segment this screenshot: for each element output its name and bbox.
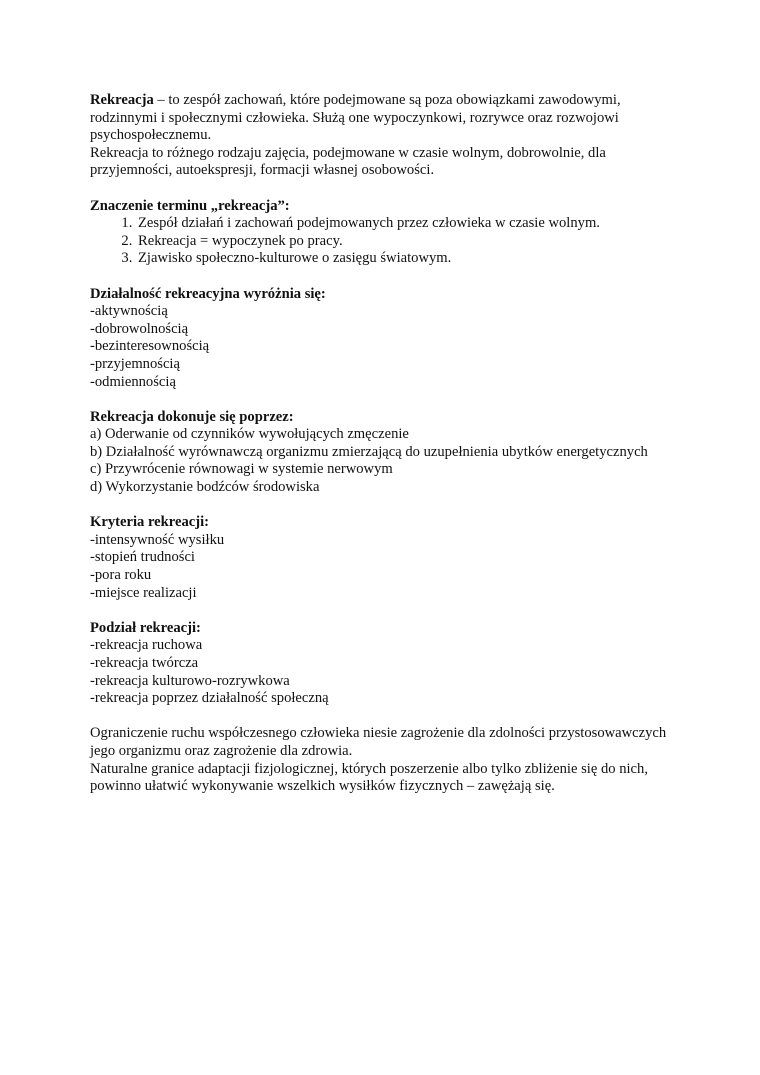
closing-paragraph-1: Ograniczenie ruchu współczesnego człowieka niesie zagrożenie dla zdolności przystosowawczych jego organizmu oraz zagrożenie dla zdrowia.	[90, 725, 667, 759]
list-item: -miejsce realizacji	[90, 584, 197, 601]
features-heading: Działalność rekreacyjna wyróżnia się:	[90, 285, 326, 302]
list-item: -dobrowolnością	[90, 320, 189, 337]
meaning-list	[90, 215, 670, 268]
list-item: 3. Zjawisko społeczno-kulturowe o zasięgu światowym.	[136, 250, 670, 268]
achieved-heading: Rekreacja dokonuje się poprzez:	[90, 408, 294, 425]
achieved-list	[90, 426, 670, 496]
intro-second-paragraph: Rekreacja to różnego rodzaju zajęcia, podejmowane w czasie wolnym, dobrowolnie, dla przyjemności, autoekspresji, formacji własnej osobowości.	[90, 144, 606, 179]
division-heading: Podział rekreacji:	[90, 619, 201, 636]
meaning-heading: Znaczenie terminu „rekreacja”:	[90, 197, 290, 214]
list-item: -przyjemnością	[90, 355, 180, 372]
list-item: -rekreacja poprzez działalność społeczną	[90, 690, 329, 707]
intro-term: Rekreacja	[90, 92, 154, 108]
list-item: d) Wykorzystanie bodźców środowiska	[90, 479, 320, 496]
list-item: c) Przywrócenie równowagi w systemie nerwowym	[90, 461, 393, 478]
list-item: b) Działalność wyrównawczą organizmu zmierzającą do uzupełnienia ubytków energetycznych	[90, 443, 648, 460]
list-item: 2. Rekreacja = wypoczynek po pracy.	[136, 233, 670, 251]
list-item: -bezinteresownością	[90, 338, 210, 355]
intro-paragraph	[90, 92, 670, 145]
list-item: -rekreacja kulturowo-rozrywkowa	[90, 672, 290, 689]
criteria-list	[90, 532, 670, 602]
list-item: -rekreacja twórcza	[90, 655, 199, 671]
list-item: -stopień trudności	[90, 549, 195, 566]
features-list	[90, 303, 670, 391]
list-item: -rekreacja ruchowa	[90, 637, 203, 654]
closing-paragraph-2: Naturalne granice adaptacji fizjologicznej, których poszerzenie albo tylko zbliżenie się do nich, powinno ułatwić wykonywanie wszelkich wysiłków fizycznych – zawężają się.	[90, 760, 648, 795]
list-item: -odmiennością	[90, 373, 176, 390]
document-page	[90, 92, 670, 796]
list-item: 1. Zespół działań i zachowań podejmowanych przez człowieka w czasie wolnym.	[136, 215, 670, 233]
intro-definition: – to zespół zachowań, które podejmowane są poza obowiązkami zawodowymi, rodzinnymi i społecznymi człowieka. Służą one wypoczynkowi, rozrywce oraz rozwojowi psychospołecznemu.	[90, 92, 621, 144]
list-item: a) Oderwanie od czynników wywołujących zmęczenie	[90, 426, 409, 443]
list-item: -aktywnością	[90, 303, 168, 320]
list-item: -pora roku	[90, 567, 152, 584]
criteria-heading: Kryteria rekreacji:	[90, 514, 209, 531]
list-item: -intensywność wysiłku	[90, 531, 225, 548]
division-list	[90, 637, 670, 707]
